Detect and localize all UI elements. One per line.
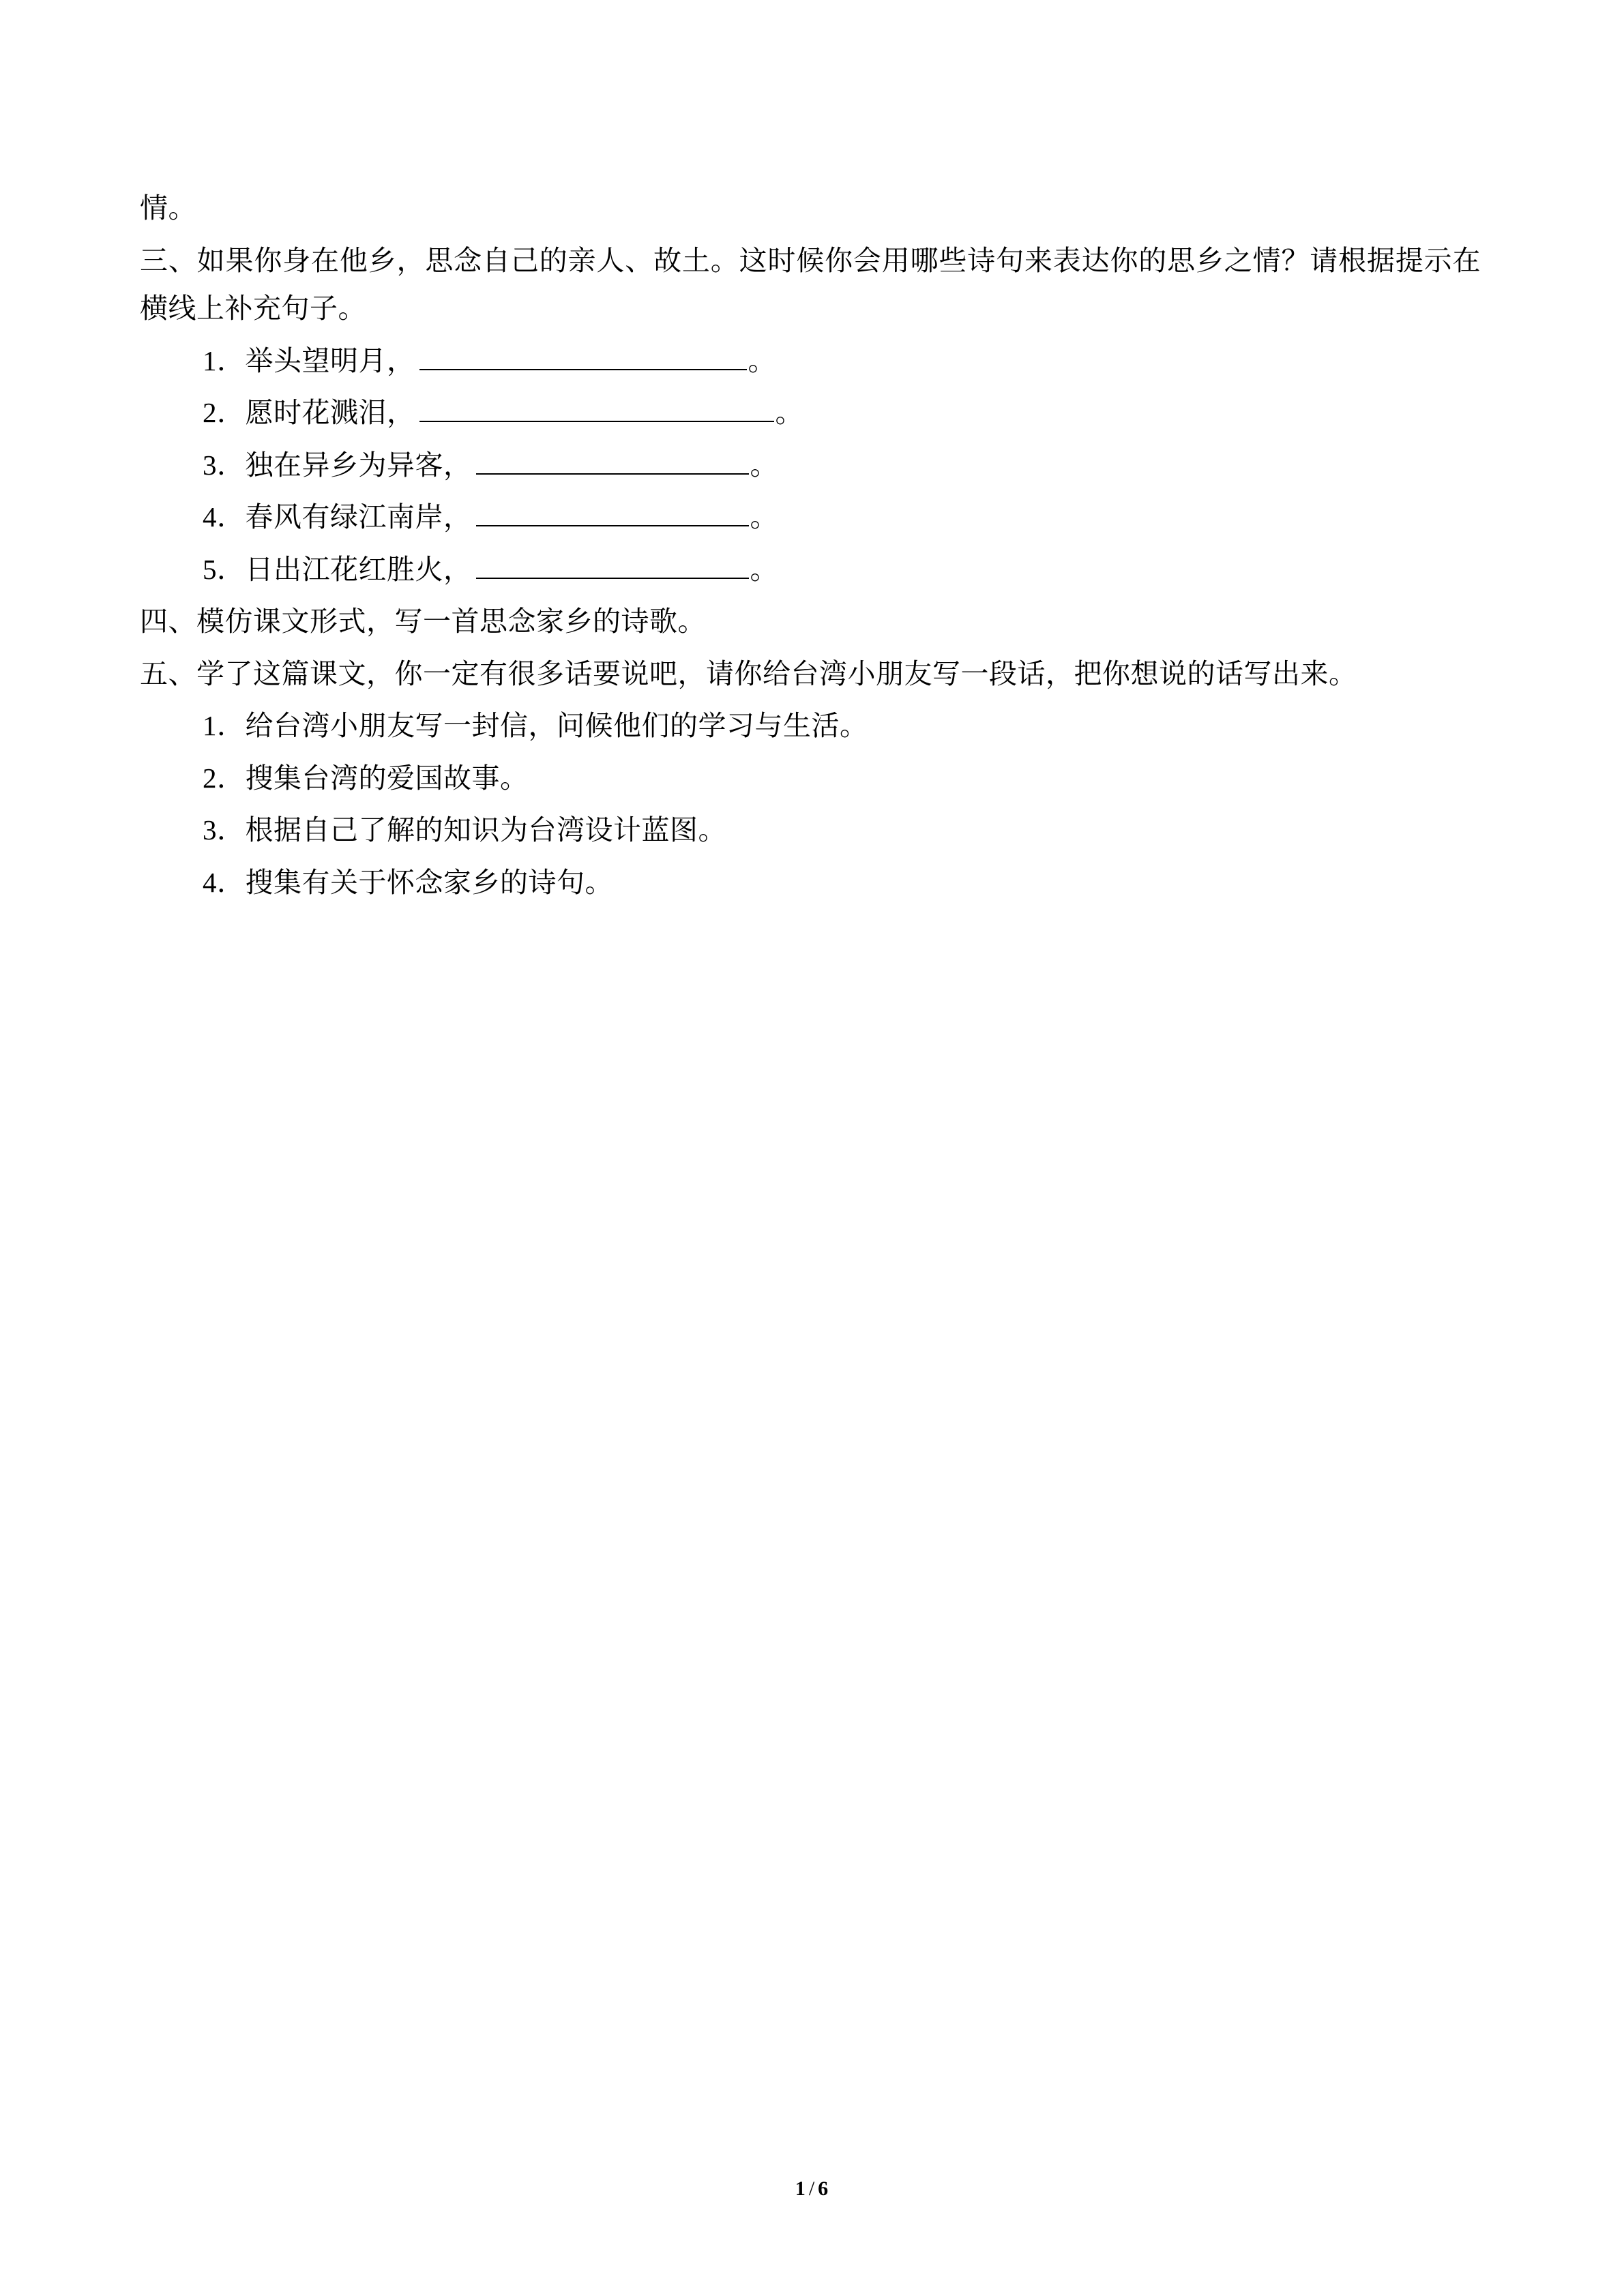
item-text: 给台湾小朋友写一封信，问候他们的学习与生活。 bbox=[245, 710, 868, 742]
item-number: 3． bbox=[203, 814, 246, 846]
total-page-number: 6 bbox=[818, 2177, 829, 2200]
item-text: 搜集台湾的爱国故事。 bbox=[245, 762, 529, 794]
list-item bbox=[140, 441, 1481, 490]
item-text: 根据自己了解的知识为台湾设计蓝图。 bbox=[245, 814, 726, 846]
page-footer bbox=[0, 2177, 1624, 2201]
item-tail: 。 bbox=[750, 501, 778, 533]
list-item bbox=[140, 389, 1481, 437]
item-number: 5． bbox=[203, 553, 246, 585]
page-separator: / bbox=[808, 2177, 816, 2200]
item-number: 1． bbox=[203, 344, 246, 376]
item-text: 日出江花红胜火， bbox=[245, 553, 472, 585]
item-text: 独在异乡为异客， bbox=[245, 449, 472, 481]
question-3-prompt: 三、如果你身在他乡，思念自己的亲人、故土。这时候你会用哪些诗句来表达你的思乡之情？请根据提示在横线上补充句子。 bbox=[140, 244, 1481, 325]
item-tail: 。 bbox=[750, 553, 778, 585]
item-text: 举头望明月， bbox=[245, 344, 415, 376]
item-tail: 。 bbox=[775, 397, 803, 429]
item-tail: 。 bbox=[748, 344, 776, 376]
list-item bbox=[140, 337, 1481, 385]
answer-blank[interactable] bbox=[476, 553, 749, 579]
answer-blank[interactable] bbox=[476, 501, 749, 526]
answer-blank[interactable] bbox=[419, 344, 747, 370]
item-number: 4． bbox=[203, 866, 246, 898]
list-item bbox=[140, 754, 1481, 803]
question-4-prompt: 四、模仿课文形式，写一首思念家乡的诗歌。 bbox=[140, 606, 706, 638]
item-text: 春风有绿江南岸， bbox=[245, 501, 472, 533]
item-number: 4． bbox=[203, 501, 246, 533]
item-number: 2． bbox=[203, 762, 246, 794]
list-item bbox=[140, 859, 1481, 907]
item-text: 愿时花溅泪， bbox=[245, 397, 415, 429]
list-item bbox=[140, 546, 1481, 594]
list-item bbox=[140, 493, 1481, 541]
item-text: 搜集有关于怀念家乡的诗句。 bbox=[245, 866, 613, 898]
current-page-number: 1 bbox=[795, 2177, 806, 2200]
document-body bbox=[140, 184, 1481, 906]
list-item bbox=[140, 702, 1481, 750]
item-number: 2． bbox=[203, 397, 246, 429]
item-number: 1． bbox=[203, 710, 246, 742]
answer-blank[interactable] bbox=[476, 449, 749, 475]
item-tail: 。 bbox=[750, 449, 778, 481]
item-number: 3． bbox=[203, 449, 246, 481]
continuation-line: 情。 bbox=[140, 192, 196, 224]
list-item bbox=[140, 806, 1481, 854]
question-5-prompt: 五、学了这篇课文，你一定有很多话要说吧，请你给台湾小朋友写一段话，把你想说的话写出来。 bbox=[140, 657, 1357, 689]
answer-blank[interactable] bbox=[419, 396, 774, 422]
